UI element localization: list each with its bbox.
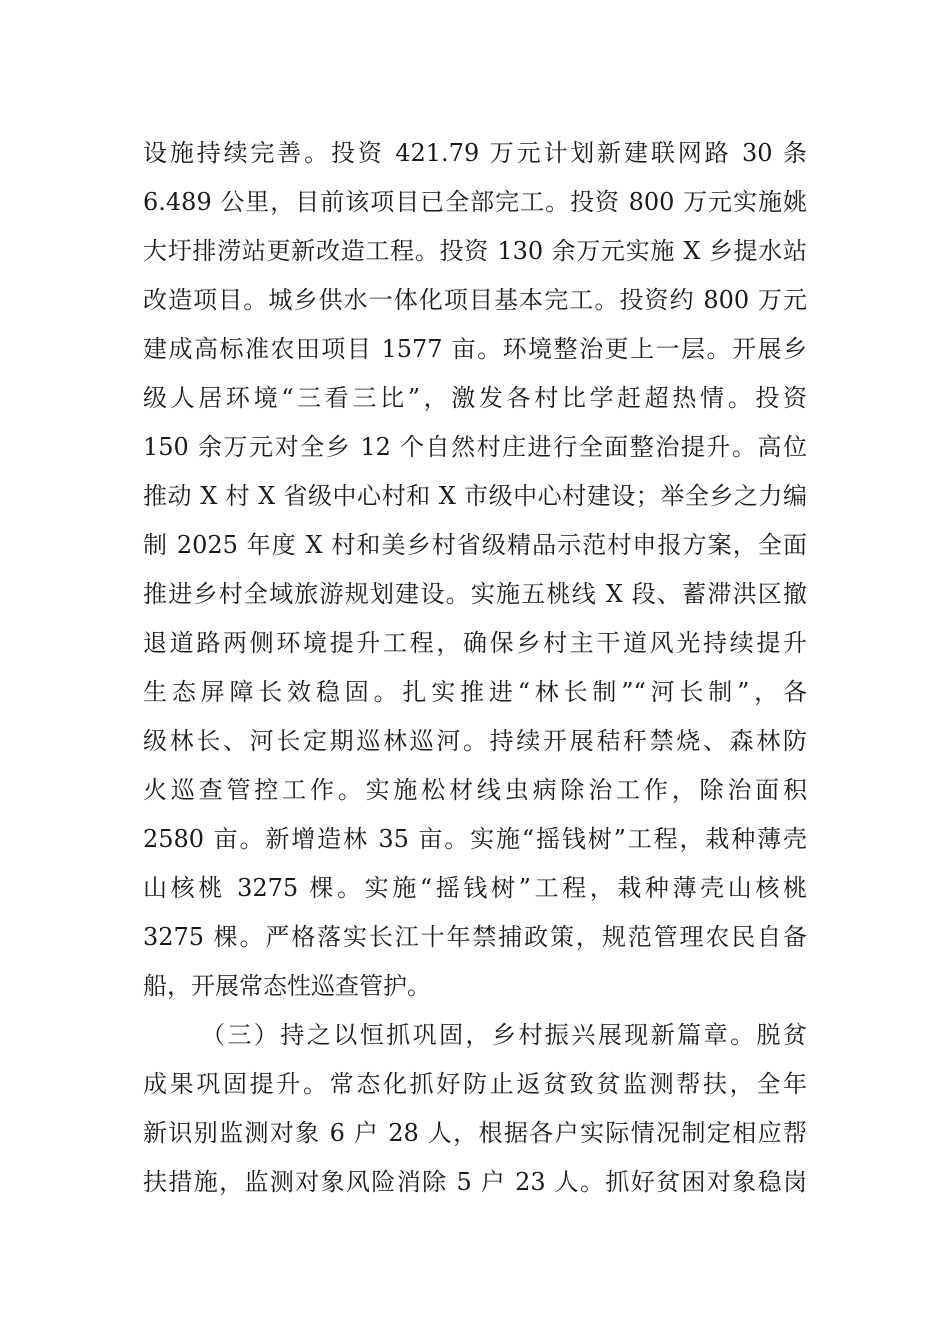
text-line: 扶措施，监测对象风险消除 5 户 23 人。抓好贫困对象稳岗	[143, 1168, 807, 1196]
text-line: 火巡查管控工作。实施松材线虫病除治工作，除治面积	[143, 776, 807, 804]
text-line: 新识别监测对象 6 户 28 人，根据各户实际情况制定相应帮	[143, 1119, 807, 1147]
text-line: 级人居环境“三看三比”，激发各村比学赶超热情。投资	[143, 384, 807, 412]
text-line: 改造项目。城乡供水一体化项目基本完工。投资约 800 万元	[143, 286, 807, 314]
section-heading-line: （三）持之以恒抓巩固，乡村振兴展现新篇章。脱贫	[201, 1021, 807, 1049]
text-line: 大圩排涝站更新改造工程。投资 130 余万元实施 X 乡提水站	[143, 237, 807, 265]
text-line: 退道路两侧环境提升工程，确保乡村主干道风光持续提升	[143, 629, 807, 657]
text-line: 150 余万元对全乡 12 个自然村庄进行全面整治提升。高位	[143, 433, 807, 461]
body-text	[143, 129, 807, 1207]
text-line: 3275 棵。严格落实长江十年禁捕政策，规范管理农民自备	[143, 923, 807, 951]
text-line: 2580 亩。新增造林 35 亩。实施“摇钱树”工程，栽种薄壳	[143, 825, 807, 853]
text-line: 建成高标准农田项目 1577 亩。环境整治更上一层。开展乡	[143, 335, 807, 363]
text-line: 级林长、河长定期巡林巡河。持续开展秸秆禁烧、森林防	[143, 727, 807, 755]
text-line: 成果巩固提升。常态化抓好防止返贫致贫监测帮扶，全年	[143, 1070, 807, 1098]
text-line-paragraph-end: 船，开展常态性巡查管护。	[143, 972, 431, 1000]
text-line: 推进乡村全域旅游规划建设。实施五桃线 X 段、蓄滞洪区撤	[143, 580, 807, 608]
text-line: 制 2025 年度 X 村和美乡村省级精品示范村申报方案，全面	[143, 531, 807, 559]
text-line: 推动 X 村 X 省级中心村和 X 市级中心村建设；举全乡之力编	[143, 482, 807, 510]
text-line: 生态屏障长效稳固。扎实推进“林长制”“河长制”，各	[143, 678, 807, 706]
text-line: 6.489 公里，目前该项目已全部完工。投资 800 万元实施姚	[143, 188, 807, 216]
text-line: 设施持续完善。投资 421.79 万元计划新建联网路 30 条	[143, 139, 807, 167]
text-line: 山核桃 3275 棵。实施“摇钱树”工程，栽种薄壳山核桃	[143, 874, 807, 902]
